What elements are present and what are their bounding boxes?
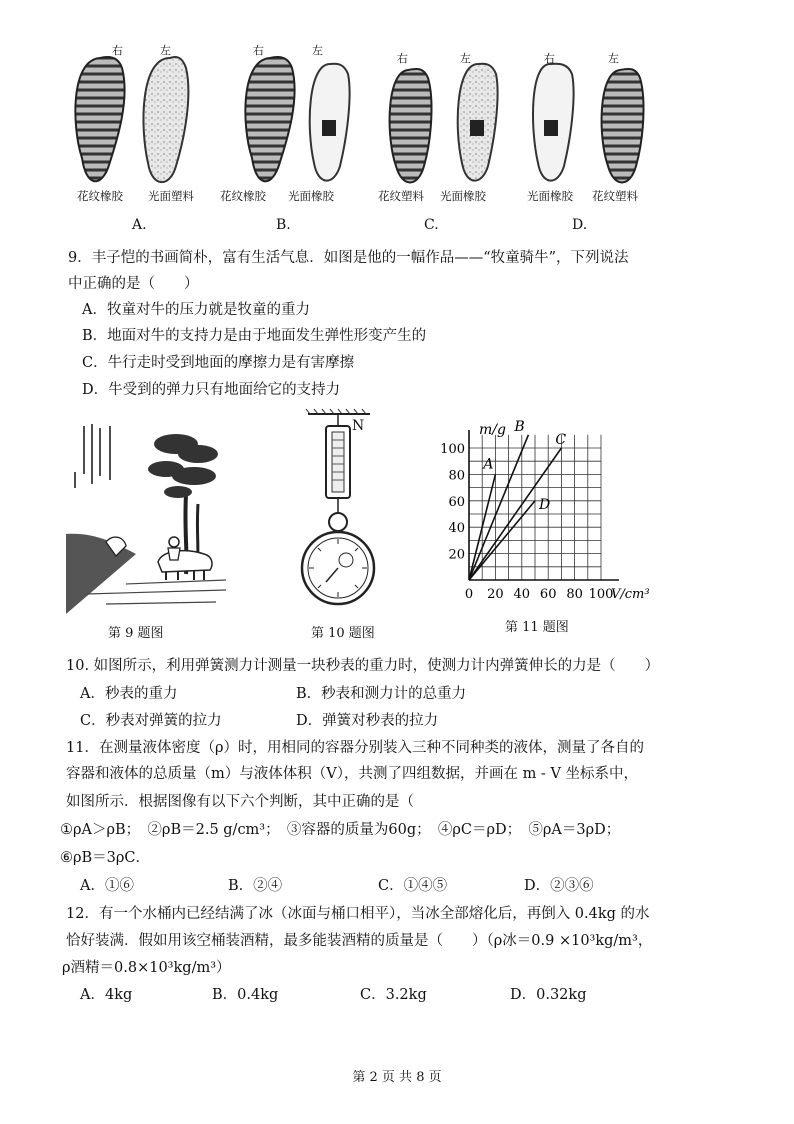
shoe-d-left-label: 光面橡胶 bbox=[527, 189, 573, 203]
fig9-painting bbox=[66, 414, 231, 614]
series-label-b: B bbox=[514, 418, 525, 435]
page-footer: 第 2 页 共 8 页 bbox=[352, 1070, 442, 1085]
fig9-caption: 第 9 题图 bbox=[108, 626, 164, 641]
x-tick-label: 80 bbox=[566, 587, 583, 602]
q11-option-c: C．①④⑤ bbox=[378, 878, 448, 894]
q10-option-d: D．弹簧对秒表的拉力 bbox=[296, 713, 439, 729]
y-tick-label: 20 bbox=[448, 547, 465, 563]
q9-option-b: B．地面对牛的支持力是由于地面发生弹性形变产生的 bbox=[82, 328, 427, 344]
q11-line3: 如图所示．根据图像有以下六个判断，其中正确的是（ bbox=[66, 794, 414, 810]
x-tick-label: 0 bbox=[464, 587, 474, 602]
q11-option-d: D．②③⑥ bbox=[524, 878, 594, 894]
shoe-a-left-label: 花纹橡胶 bbox=[77, 189, 123, 203]
series-label-d: D bbox=[539, 496, 551, 513]
q9-option-d: D．牛受到的弹力只有地面给它的支持力 bbox=[82, 382, 341, 398]
shoe-d-left-mark: 左 bbox=[608, 52, 619, 65]
shoe-option-d: D. bbox=[572, 217, 588, 233]
fig11-caption: 第 11 题图 bbox=[505, 620, 569, 635]
y-tick-label: 60 bbox=[448, 494, 465, 510]
q10-option-b: B．秒表和测力计的总重力 bbox=[296, 686, 467, 702]
q11-option-b: B．②④ bbox=[228, 878, 283, 894]
x-axis-label: V/cm³ bbox=[611, 587, 650, 602]
shoe-c-right-mark: 右 bbox=[397, 52, 408, 65]
shoe-b-left-mark: 左 bbox=[312, 44, 323, 57]
fig10-caption: 第 10 题图 bbox=[311, 626, 375, 641]
shoe-a bbox=[75, 57, 188, 182]
fig10-label-n: N bbox=[352, 418, 365, 434]
q9-option-a: A．牧童对牛的压力就是牧童的重力 bbox=[82, 302, 310, 318]
q9-line1: 9．丰子恺的书画简朴，富有生活气息．如图是他的一幅作品——“牧童骑牛”，下列说法 bbox=[68, 250, 629, 266]
q12-option-b: B．0.4kg bbox=[212, 987, 279, 1003]
shoe-option-c: C. bbox=[424, 217, 439, 233]
series-label-a: A bbox=[483, 456, 494, 473]
q11-judgements-2: ⑥ρB＝3ρC． bbox=[60, 850, 151, 866]
q11-option-a: A．①⑥ bbox=[80, 878, 134, 894]
q10-stem: 10. 如图所示，利用弹簧测力计测量一块秒表的重力时，使测力计内弹簧伸长的力是（ ） bbox=[66, 658, 660, 674]
shoe-a-right-label: 光面塑料 bbox=[148, 189, 194, 203]
shoe-a-right-mark: 右 bbox=[112, 44, 123, 57]
shoe-b-left-label: 花纹橡胶 bbox=[220, 189, 266, 203]
shoes-illustration bbox=[60, 38, 760, 208]
shoe-b-right-label: 光面橡胶 bbox=[288, 189, 334, 203]
shoe-a-left-mark: 左 bbox=[160, 44, 171, 57]
shoe-option-b: B. bbox=[276, 217, 291, 233]
x-tick-label: 60 bbox=[539, 587, 557, 602]
x-tick-label: 20 bbox=[487, 587, 504, 602]
shoe-c bbox=[390, 64, 498, 183]
series-label-c: C bbox=[555, 432, 567, 448]
q12-option-c: C．3.2kg bbox=[360, 987, 427, 1003]
shoe-d-right-mark: 右 bbox=[544, 52, 555, 65]
shoe-c-left-label: 花纹塑料 bbox=[378, 189, 424, 203]
q11-judgements-1: ①ρA＞ρB； ②ρB＝2.5 g/cm³； ③容器的质量为60g； ④ρC＝ρD； ⑤ρA＝3ρD； bbox=[60, 822, 621, 838]
x-tick-label: 100 bbox=[588, 587, 614, 602]
q12-line2: 恰好装满．假如用该空桶装酒精，最多能装酒精的质量是（ ）（ρ冰＝0.9 ×10³kg/m³， bbox=[66, 933, 653, 949]
y-tick-label: 40 bbox=[448, 521, 465, 537]
shoe-b-right-mark: 右 bbox=[253, 44, 264, 57]
fig10-spring-scale bbox=[290, 408, 400, 613]
q10-option-a: A．秒表的重力 bbox=[80, 686, 178, 702]
y-tick-label: 100 bbox=[440, 442, 465, 457]
q9-line2: 中正确的是（ ） bbox=[68, 276, 199, 292]
shoe-c-left-mark: 左 bbox=[460, 52, 471, 65]
q12-option-d: D．0.32kg bbox=[510, 987, 587, 1003]
y-axis-label: m/g bbox=[479, 422, 506, 438]
fig11-mv-chart bbox=[440, 418, 660, 608]
shoe-option-a: A. bbox=[132, 217, 147, 233]
q9-option-c: C．牛行走时受到地面的摩擦力是有害摩擦 bbox=[82, 355, 355, 371]
shoe-c-right-label: 光面橡胶 bbox=[440, 189, 486, 203]
shoe-d bbox=[533, 64, 643, 183]
y-tick-label: 80 bbox=[448, 468, 465, 484]
q11-line1: 11．在测量液体密度（ρ）时，用相同的容器分别装入三种不同种类的液体，测量了各自的 bbox=[66, 740, 644, 756]
q11-line2: 容器和液体的总质量（m）与液体体积（V），共测了四组数据，并画在 m - V 坐标系中， bbox=[66, 766, 639, 782]
q12-line3: ρ酒精＝0.8×10³kg/m³） bbox=[62, 960, 231, 976]
shoe-b bbox=[245, 57, 349, 181]
shoe-d-right-label: 花纹塑料 bbox=[592, 189, 638, 203]
q10-option-c: C．秒表对弹簧的拉力 bbox=[80, 713, 222, 729]
x-tick-label: 40 bbox=[513, 587, 531, 602]
q12-line1: 12．有一个水桶内已经结满了冰（冰面与桶口相平），当冰全部熔化后，再倒入 0.4kg 的水 bbox=[66, 906, 650, 922]
q12-option-a: A．4kg bbox=[80, 987, 133, 1003]
